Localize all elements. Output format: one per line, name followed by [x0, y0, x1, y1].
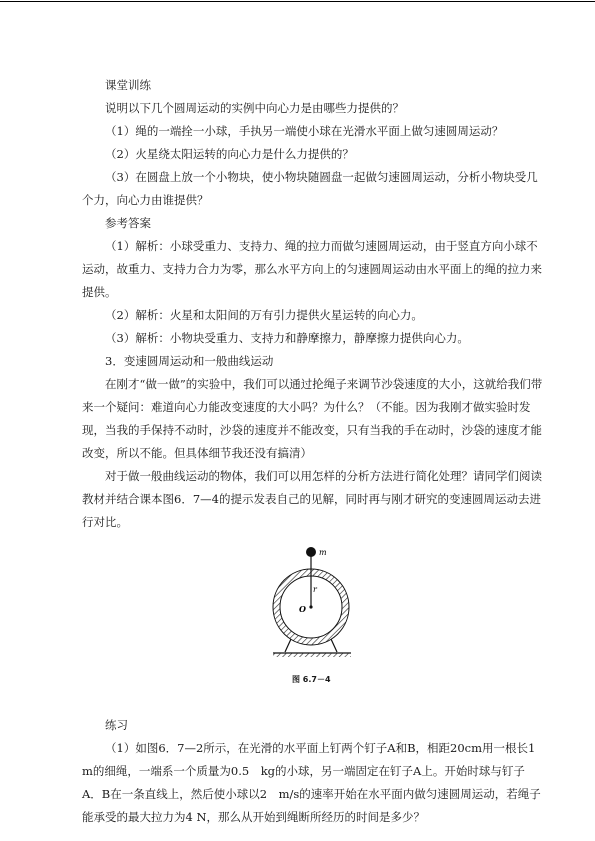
mass-ball — [306, 547, 316, 557]
ground-hatch — [273, 653, 351, 657]
center-point — [309, 605, 312, 608]
circular-track-diagram — [267, 542, 357, 672]
section-heading-practice: 练习 — [105, 718, 128, 732]
document-body — [82, 74, 544, 829]
paragraph-curve-motion: 对于做一般曲线运动的物体，我们可以用怎样的分析方法进行简化处理？请同学们阅读教材并结合课本图6．7—4的提示发表自己的见解，同时再与刚才研究的变速圆周运动去进行对比。 — [82, 469, 542, 529]
section-heading-class-exercise: 课堂训练 — [105, 78, 151, 92]
label-o: O — [299, 604, 306, 614]
question-1: （1）绳的一端拴一小球，手执另一端使小球在光滑水平面上做匀速圆周运动？ — [105, 124, 504, 138]
figure-caption: 图 6.7－4 — [292, 675, 331, 684]
answer-2: （2）解析：火星和太阳间的万有引力提供火星运转的向心力。 — [105, 308, 423, 322]
figure-6-7-4 — [82, 542, 544, 708]
header-rule — [0, 1, 595, 2]
section-heading-variable-motion: 3．变速圆周运动和一般曲线运动 — [105, 354, 274, 368]
practice-question-1: （1）如图6．7—2所示，在光滑的水平面上钉两个钉子A和B，相距20cm用一根长1 m的细绳，一端系一个质量为0.5 kg的小球，另一端固定在钉子A上。开始时球与钉子A．B在一条直线上，然后使小球以2 m/s的速率开始在水平面内做匀速圆周运动，若绳子能承受的最大拉力为4 N，那么从开始到绳断所经历的时间是多少？ — [82, 741, 541, 824]
left-support — [285, 639, 291, 652]
label-r: r — [313, 585, 317, 594]
right-support — [331, 639, 337, 652]
label-m: m — [319, 548, 327, 557]
question-2: （2）火星绕太阳运转的向心力是什么力提供的？ — [105, 147, 354, 161]
paragraph-experiment: 在刚才“做一做”的实验中，我们可以通过抡绳子来调节沙袋速度的大小，这就给我们带来一个疑问：难道向心力能改变速度的大小吗？为什么？（不能。因为我刚才做实验时发现，当我的手保持不动时，沙袋的速度并不能改变，只有当我的手在动时，沙袋的速度才能改变，所以不能。但具体细节我还没有搞清） — [82, 377, 543, 460]
section-heading-answers: 参考答案 — [105, 216, 151, 230]
question-intro: 说明以下几个圆周运动的实例中向心力是由哪些力提供的？ — [105, 101, 404, 115]
question-3: （3）在圆盘上放一个小物块，使小物块随圆盘一起做匀速圆周运动，分析小物块受几个力，向心力由谁提供？ — [82, 170, 538, 207]
answer-3: （3）解析：小物块受重力、支持力和静摩擦力，静摩擦力提供向心力。 — [105, 331, 469, 345]
answer-1: （1）解析：小球受重力、支持力、绳的拉力而做匀速圆周运动，由于竖直方向小球不运动，故重力、支持力合力为零，那么水平方向上的匀速圆周运动由水平面上的绳的拉力来提供。 — [82, 239, 542, 299]
